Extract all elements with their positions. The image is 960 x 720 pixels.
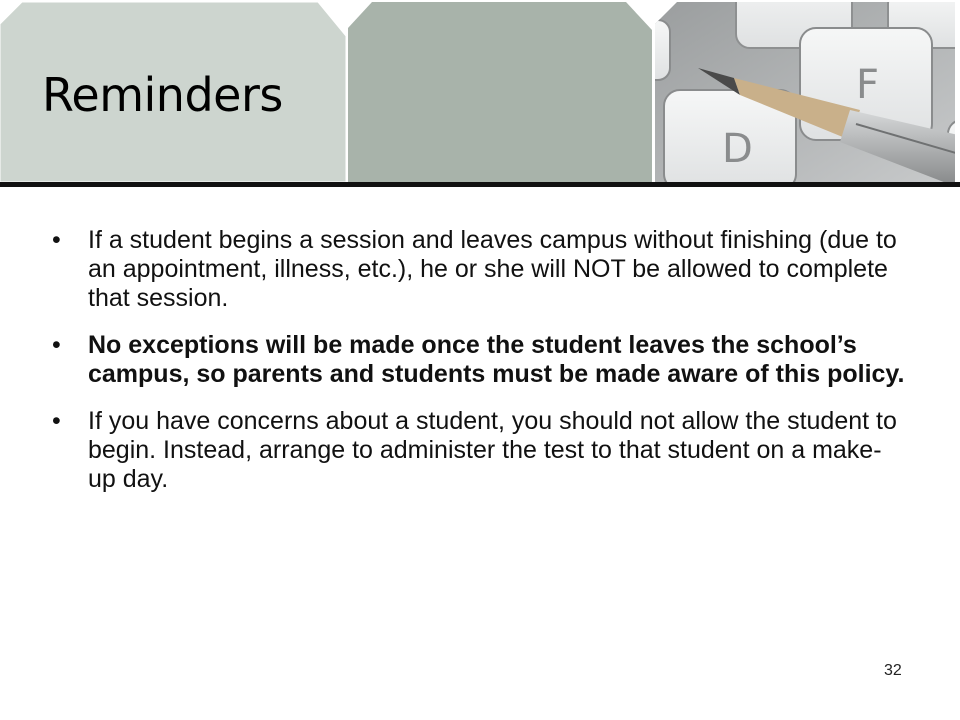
bullet-item: [48, 331, 908, 389]
bullet-marker: •: [52, 226, 61, 254]
bullet-content: [48, 226, 908, 512]
page-number: 32: [884, 662, 902, 679]
bullet-item: [48, 407, 908, 494]
bullet-text: If a student begins a session and leaves campus without finishing (due to an appointment, illness, etc.), he or she will NOT be allowed to complete that session.: [88, 226, 897, 312]
bullet-marker: •: [52, 407, 61, 435]
keyboard-photo: [610, 0, 960, 190]
page-title: Reminders: [42, 68, 283, 122]
middle-panel: [348, 2, 652, 182]
key-f-label: F: [856, 62, 880, 108]
bullet-list: [48, 226, 908, 494]
header-rule: [0, 182, 960, 187]
bullet-marker: •: [52, 331, 61, 359]
bullet-text: No exceptions will be made once the student leaves the school’s campus, so parents and students must be made aware of this policy.: [88, 331, 905, 388]
bullet-item: [48, 226, 908, 313]
key-d-label: D: [722, 126, 753, 172]
bullet-text: If you have concerns about a student, you should not allow the student to begin. Instead, arrange to administer the test to that student on a make-up day.: [88, 407, 897, 493]
